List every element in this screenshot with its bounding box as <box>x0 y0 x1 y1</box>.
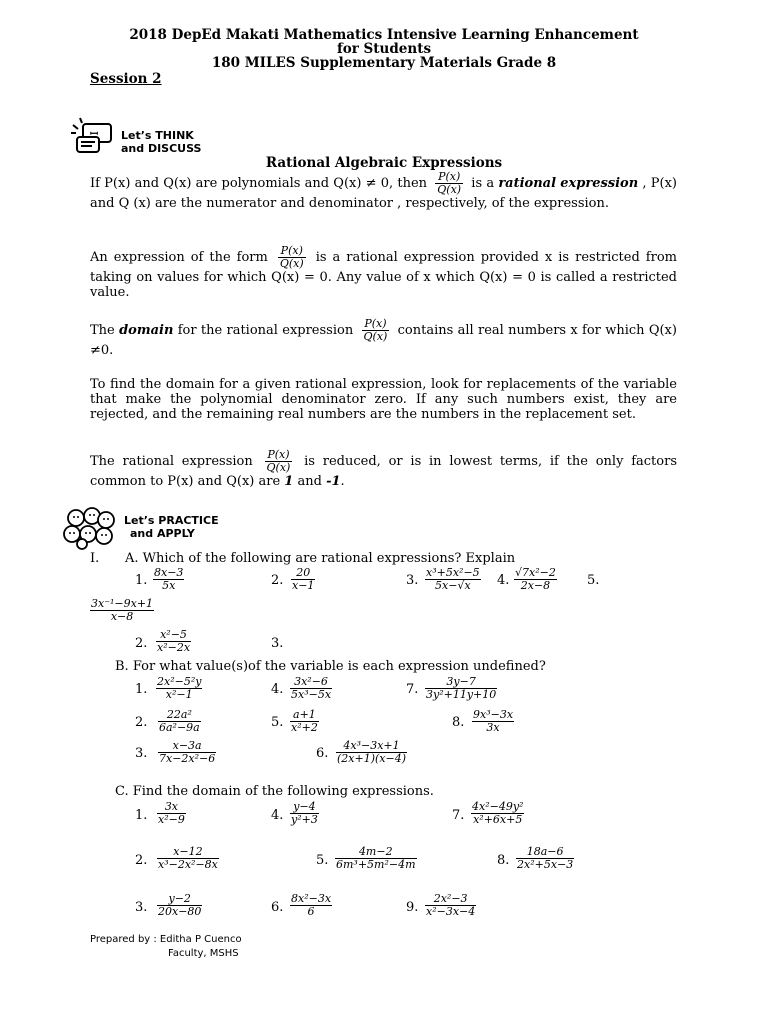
item-number: 3. <box>135 900 148 915</box>
item-number: 1. <box>135 808 148 823</box>
expression-fraction: $\frac{y-4}{\text{y²+3}}$ <box>291 800 318 826</box>
practice-apply-icon <box>62 506 118 550</box>
item-number: 4. <box>271 682 284 697</box>
expression-fraction: $\frac{\text{2x²−5²y}}{\text{x²−1}}$ <box>157 675 202 701</box>
item-number: 3. <box>271 636 284 651</box>
part-a-question: A. Which of the following are rational expressions? Explain <box>125 551 516 566</box>
part-b-question: B. For what value(s)of the variable is each expression undefined? <box>115 659 546 674</box>
expression-fraction: $\frac{y-2}{20x-80}$ <box>158 892 202 918</box>
svg-text:ꟷ: ꟷ <box>90 129 99 140</box>
prepared-by: Prepared by : Editha P Cuenco <box>90 934 242 945</box>
expression-fraction: $\frac{\text{9x³−3x}}{3x}$ <box>473 708 514 734</box>
find-domain-paragraph: To find the domain for a given rational expression, look for replacements of the variable that make the polynomial denominator zero. If any such numbers exist, they are rejected, and the remaining real numbers are the numbers in the replacement set. <box>90 377 677 422</box>
expression-fraction: $\frac{4m-2}{\text{6m³+5m²−4m}}$ <box>336 845 416 871</box>
expression-fraction: $\frac{\text{x²−5}}{\text{x²−2x}}$ <box>157 628 191 654</box>
expression-fraction: $\frac{\text{8x²−3x}}{6}$ <box>291 892 332 918</box>
item-number: 2. <box>135 715 148 730</box>
item-number: 7. <box>452 808 465 823</box>
domain-paragraph: The domain for the rational expression $\frac{P(x)}{Q(x)}$ contains all real numbers x for which Q(x) ≠0. <box>90 317 677 358</box>
item-number: 2. <box>135 636 148 651</box>
fraction-p-over-q: $\frac{P(x)}{Q(x)}$ <box>279 244 304 270</box>
expression-fraction: $\frac{\text{3x⁻¹−9x+1}}{x-8}$ <box>91 597 154 623</box>
part-roman-numeral: I. <box>90 551 100 566</box>
expression-fraction: $\frac{20}{x-1}$ <box>292 566 315 592</box>
fraction-p-over-q: $\frac{P(x)}{Q(x)}$ <box>266 448 291 474</box>
item-number: 4. <box>271 808 284 823</box>
think-discuss-label: Let’s THINK and DISCUSS <box>121 129 202 155</box>
item-number: 1. <box>135 573 148 588</box>
expression-fraction: $\frac{x-12}{\text{x³−2x²−8x}}$ <box>158 845 218 871</box>
expression-fraction: $\frac{\text{22a²}}{\text{6a²−9a}}$ <box>159 708 200 734</box>
item-number: 3. <box>135 746 148 761</box>
item-number: 6. <box>271 900 284 915</box>
item-number: 9. <box>406 900 419 915</box>
item-number: 6. <box>316 746 329 761</box>
faculty-label: Faculty, MSHS <box>168 948 239 959</box>
session-label: Session 2 <box>90 71 162 87</box>
expression-fraction: $\frac{\text{x³+5x²−5}}{5x-√x}$ <box>426 566 480 592</box>
item-number: 7. <box>406 682 419 697</box>
lowest-terms-paragraph: The rational expression $\frac{P(x)}{Q(x)}$ is reduced, or is in lowest terms, if the only factors common to P(x) and Q(x) are 1 and -1. <box>90 448 677 489</box>
definition-paragraph: If P(x) and Q(x) are polynomials and Q(x) ≠ 0, then $\frac{P(x)}{Q(x)}$ is a rational expression , P(x) and Q (x) are the numerator and denominator , respectively, of the expression. <box>90 170 677 211</box>
item-number: 1. <box>135 682 148 697</box>
part-c-question: C. Find the domain of the following expressions. <box>115 784 434 799</box>
expression-fraction: $\frac{3x}{\text{x²−9}}$ <box>158 800 185 826</box>
fraction-p-over-q: $\frac{P(x)}{Q(x)}$ <box>363 317 388 343</box>
expression-fraction: $\frac{\text{2x²−3}}{\text{x²−3x−4}}$ <box>426 892 476 918</box>
expression-fraction: $\frac{\text{4x³−3x+1}}{(2x+1)(x-4)}$ <box>337 739 407 765</box>
expression-fraction: $\frac{8x-3}{5x}$ <box>154 566 184 592</box>
item-number: 2. <box>135 853 148 868</box>
header-title-line2: for Students <box>336 41 432 57</box>
header-title-line1: 2018 DepEd Makati Mathematics Intensive Learning Enhancement <box>129 27 639 43</box>
expression-fraction: $\frac{\text{4x²−49y²}}{\text{x²+6x+5}}$ <box>472 800 524 826</box>
expression-fraction: $\frac{x-3a}{\text{7x−2x²−6}}$ <box>159 739 216 765</box>
item-number: 8. <box>452 715 465 730</box>
item-number: 3. <box>406 573 419 588</box>
rational-expression-form-paragraph: An expression of the form $\frac{P(x)}{Q(x)}$ is a rational expression provided x is restricted from taking on values for which Q(x) = 0. Any value of x which Q(x) = 0 is called a restricted value. <box>90 244 677 300</box>
fraction-p-over-q: $\frac{P(x)}{Q(x)}$ <box>437 170 462 196</box>
expression-fraction: $\frac{3y-7}{\text{3y²+11y+10}}$ <box>426 675 497 701</box>
section-title: Rational Algebraic Expressions <box>265 155 503 171</box>
expression-fraction: $\frac{\text{√7x²−2}}{2x-8}$ <box>515 566 556 592</box>
item-number: 5. <box>316 853 329 868</box>
item-number: 2. <box>271 573 284 588</box>
item-number: 5. <box>271 715 284 730</box>
expression-fraction: $\frac{\text{3x²−6}}{\text{5x³−5x}}$ <box>291 675 332 701</box>
item-number: 4. <box>497 573 510 588</box>
expression-fraction: $\frac{18a-6}{\text{2x²+5x−3}}$ <box>517 845 574 871</box>
item-number: 5. <box>587 573 600 588</box>
header-title-line3: 180 MILES Supplementary Materials Grade 8 <box>211 55 557 71</box>
practice-apply-label: Let’s PRACTICE and APPLY <box>124 514 219 540</box>
item-number: 8. <box>497 853 510 868</box>
expression-fraction: $\frac{a+1}{\text{x²+2}}$ <box>291 708 318 734</box>
